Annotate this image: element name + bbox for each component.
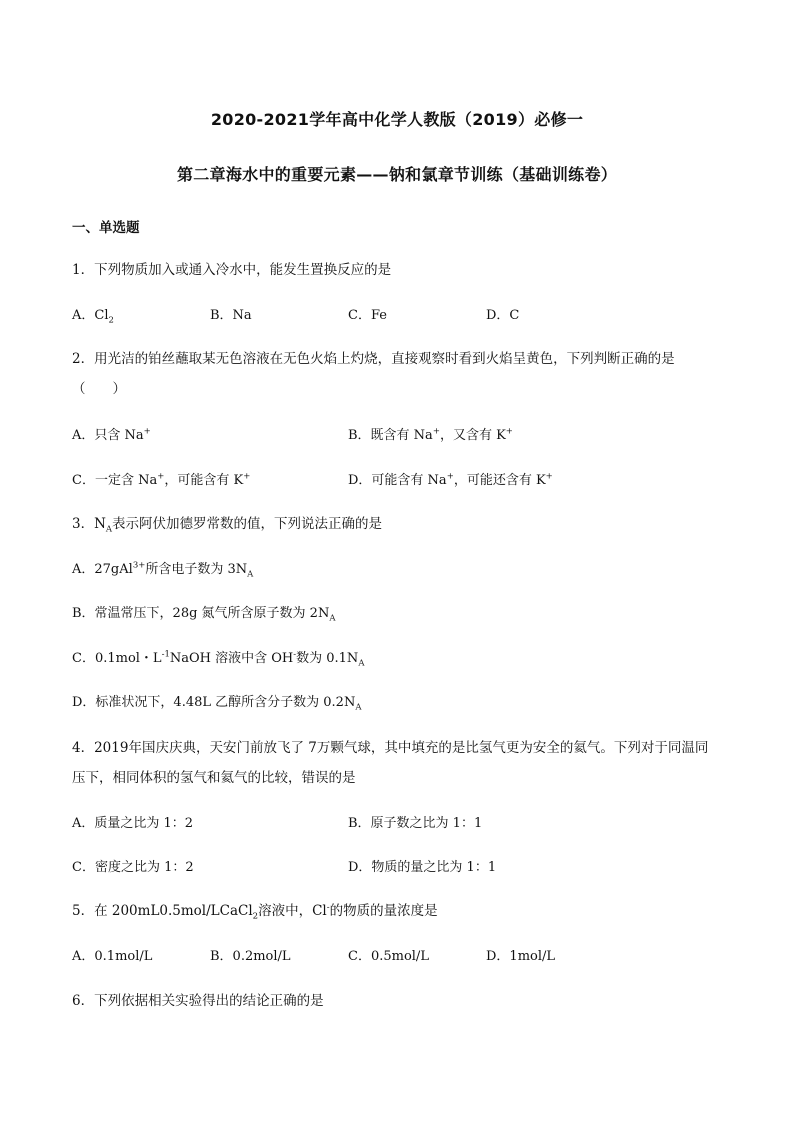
document-subtitle: 第二章海水中的重要元素——钠和氯章节训练（基础训练卷） (176, 165, 618, 184)
q2-option-a: A．只含 Na+ (72, 426, 151, 443)
document-title: 2020-2021学年高中化学人教版（2019）必修一 (210, 110, 584, 129)
q3-option-a: A．27gAl$^{3+}$所含电子数为 $3N_A$ (72, 560, 254, 580)
question-2-stem: 2．用光洁的铂丝蘸取某无色溶液在无色火焰上灼烧，直接观察时看到火焰呈黄色，下列判断正确的是 (72, 351, 675, 367)
section-heading: 一、单选题 (72, 220, 140, 236)
question-5-stem: 5．在 200mL0.5mol/LCaCl$_2$溶液中，Cl-的物质的量浓度是 (72, 902, 438, 922)
q1-option-b: B．Na (210, 308, 252, 323)
q3-option-c: C．0.1mol・$L^{-1}NaOH$ 溶液中含 OH-数为 $0.1N_A$ (72, 649, 365, 669)
question-2-paren: （ ） (72, 381, 126, 397)
q1-option-a: A．$Cl_2$ (72, 308, 114, 326)
question-6-stem: 6．下列依据相关实验得出的结论正确的是 (72, 993, 324, 1009)
q1-option-c: C．Fe (348, 308, 387, 323)
q1-option-d: D．C (486, 308, 520, 323)
q2-option-d: D．可能含有 Na+，可能还含有 K+ (348, 471, 553, 488)
q2-option-c: C．一定含 Na+，可能含有 K+ (72, 471, 251, 488)
q2-option-b: B．既含有 Na+，又含有 K+ (348, 426, 513, 443)
q4-option-a: A．质量之比为 1：2 (72, 816, 194, 831)
q4-option-d: D．物质的量之比为 1：1 (348, 860, 497, 875)
q3-option-d: D．标准状况下，4.48L 乙醇所含分子数为 $0.2N_A$ (72, 695, 362, 713)
question-4-stem-line1: 4．2019年国庆庆典，天安门前放飞了 7万颗气球，其中填充的是比氢气更为安全的氦气。下列对于同温同 (72, 740, 709, 756)
question-3-stem: 3．$N_A$表示阿伏加德罗常数的值，下列说法正确的是 (72, 516, 383, 535)
question-4-stem-line2: 压下，相同体积的氢气和氦气的比较，错误的是 (72, 770, 356, 786)
q5-option-d: D．1mol/L (486, 949, 556, 964)
q3-option-b: B．常温常压下，28g 氮气所含原子数为 $2N_A$ (72, 606, 336, 624)
q4-option-b: B．原子数之比为 1：1 (348, 816, 483, 831)
q5-option-a: A．0.1mol/L (72, 949, 153, 964)
question-1-stem: 1．下列物质加入或通入冷水中，能发生置换反应的是 (72, 262, 392, 278)
q5-option-c: C．0.5mol/L (348, 949, 429, 964)
q5-option-b: B．0.2mol/L (210, 949, 291, 964)
q4-option-c: C．密度之比为 1：2 (72, 860, 194, 875)
